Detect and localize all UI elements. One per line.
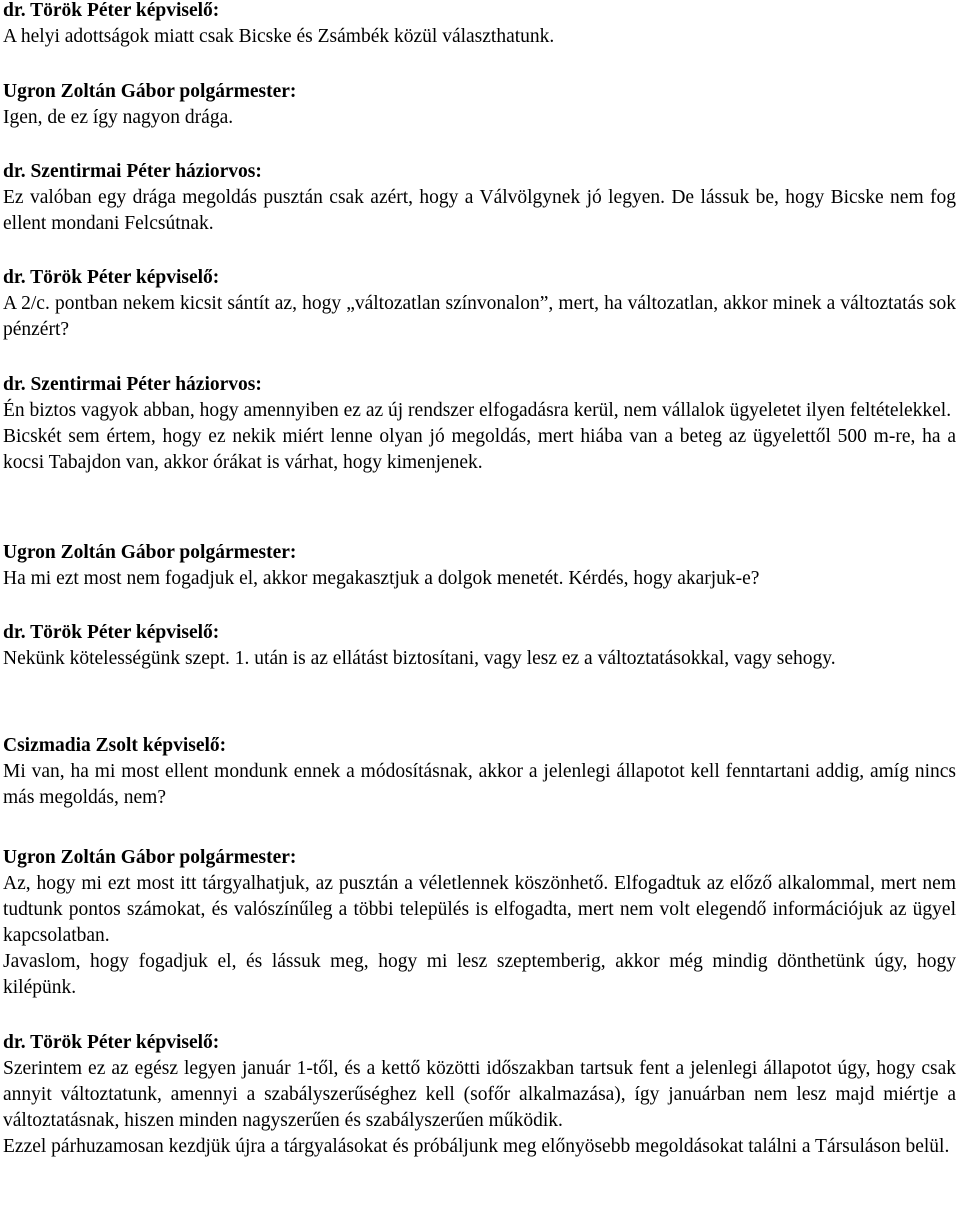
speech-paragraph: Igen, de ez így nagyon drága. [3, 107, 234, 128]
speech-paragraph: Mi van, ha mi most ellent mondunk ennek a módosításnak, akkor a jelenlegi állapotot kell fenntartani addig, amíg nincs más megoldás, nem? [3, 761, 956, 808]
speech-paragraph: A 2/c. pontban nekem kicsit sántít az, hogy „változatlan színvonalon”, mert, ha változatlan, akkor minek a változtatás sok pénzért? [3, 293, 956, 340]
speech-block [3, 845, 956, 1001]
speech-paragraph: Az, hogy mi ezt most itt tárgyalhatjuk, az pusztán a véletlennek köszönhető. Elfogadtuk az előző alkalommal, mert nem tudtunk pontos számokat, és valószínűleg a többi település is elfogadta, mert nem volt elegendő információjuk az ügyel kapcsolatban. [3, 873, 956, 946]
speaker-name: dr. Szentirmai Péter háziorvos: [3, 161, 262, 182]
speech-block [3, 79, 956, 131]
speaker-name: dr. Szentirmai Péter háziorvos: [3, 374, 262, 395]
speaker-name: dr. Török Péter képviselő: [3, 0, 220, 21]
speaker-name: Ugron Zoltán Gábor polgármester: [3, 81, 297, 102]
speech-paragraph: Ezzel párhuzamosan kezdjük újra a tárgyalásokat és próbáljunk meg előnyösebb megoldásokat találni a Társuláson belül. [3, 1136, 950, 1157]
speaker-name: Ugron Zoltán Gábor polgármester: [3, 542, 297, 563]
speech-paragraph: Bicskét sem értem, hogy ez nekik miért lenne olyan jó megoldás, mert hiába van a beteg az ügyelettől 500 m-re, ha a kocsi Tabajdon van, akkor órákat is várhat, hogy kimenjenek. [3, 426, 956, 473]
speaker-name: Csizmadia Zsolt képviselő: [3, 735, 227, 756]
speaker-name: dr. Török Péter képviselő: [3, 267, 220, 288]
speech-block [3, 733, 956, 811]
speaker-name: Ugron Zoltán Gábor polgármester: [3, 847, 297, 868]
speech-block [3, 1030, 956, 1160]
speech-block [3, 620, 956, 672]
speaker-name: dr. Török Péter képviselő: [3, 622, 220, 643]
speech-paragraph: Ez valóban egy drága megoldás pusztán csak azért, hogy a Válvölgynek jó legyen. De lássuk be, hogy Bicske nem fog ellent mondani Felcsútnak. [3, 187, 956, 234]
speech-block [3, 540, 956, 592]
speech-paragraph: Nekünk kötelességünk szept. 1. után is az ellátást biztosítani, vagy lesz ez a változtatásokkal, vagy sehogy. [3, 648, 836, 669]
speech-paragraph: A helyi adottságok miatt csak Bicske és Zsámbék közül választhatunk. [3, 26, 555, 47]
speech-paragraph: Javaslom, hogy fogadjuk el, és lássuk meg, hogy mi lesz szeptemberig, akkor még mindig dönthetünk úgy, hogy kilépünk. [3, 951, 956, 998]
speech-paragraph: Én biztos vagyok abban, hogy amennyiben ez az új rendszer elfogadásra kerül, nem vállalok ügyeletet ilyen feltételekkel. [3, 400, 952, 421]
speaker-name: dr. Török Péter képviselő: [3, 1032, 220, 1053]
speech-block [3, 372, 956, 476]
speech-block [3, 265, 956, 343]
speech-paragraph: Ha mi ezt most nem fogadjuk el, akkor megakasztjuk a dolgok menetét. Kérdés, hogy akarjuk-e? [3, 568, 760, 589]
speech-block [3, 159, 956, 237]
speech-block [3, 0, 956, 50]
speech-paragraph: Szerintem ez az egész legyen január 1-től, és a kettő közötti időszakban tartsuk fent a jelenlegi állapotot úgy, hogy csak annyit változtatunk, amennyi a szabályszerűséghez kell (sofőr alkalmazása), így januárban nem lesz majd miértje a változtatásnak, hiszen minden nagyszerűen és szabályszerűen működik. [3, 1058, 956, 1131]
